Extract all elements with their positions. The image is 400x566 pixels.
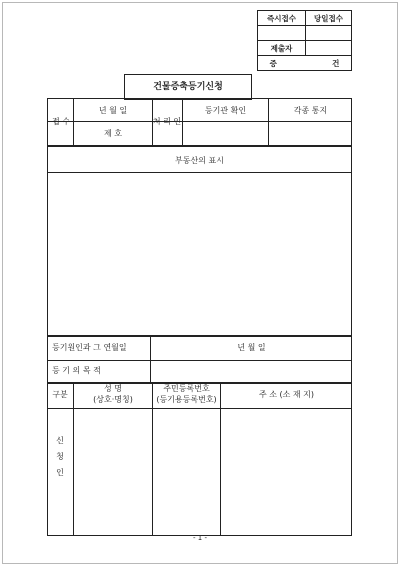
applicant-char-1: 신 xyxy=(56,436,64,445)
division-label: 구분 xyxy=(52,390,68,399)
page-number: - 1 - xyxy=(193,534,207,542)
divider xyxy=(47,121,352,122)
submitter-label: 제출자 xyxy=(258,41,306,56)
name-label: 성 명 xyxy=(104,384,122,393)
evidence-label: 증 xyxy=(269,58,277,68)
date-label: 년 월 일 xyxy=(98,106,128,115)
id-label: 주민등록번호 xyxy=(163,384,210,393)
applicant-char-2: 청 xyxy=(56,452,64,461)
receipt-stamp-table xyxy=(257,10,352,71)
name-sub-label: (상호·명칭) xyxy=(93,395,133,404)
immediate-receipt-label: 즉시접수 xyxy=(258,11,306,26)
registration-purpose-field[interactable] xyxy=(151,361,351,382)
form-title: 건물증축등기신청 xyxy=(124,74,252,100)
property-description-field[interactable] xyxy=(48,173,351,335)
registrar-confirm-label: 등기관 확인 xyxy=(204,106,247,115)
receipt-label: 접 수 xyxy=(52,117,70,126)
id-sub-label: (등기용등록번호) xyxy=(156,395,217,404)
registration-cause-label: 등기원인과 그 연월일 xyxy=(52,343,127,352)
property-heading: 부동산의 표시 xyxy=(175,156,224,165)
same-day-receipt-label: 당일접수 xyxy=(306,11,352,26)
divider xyxy=(47,145,352,147)
applicant-char-3: 인 xyxy=(56,468,64,477)
applicant-address-field[interactable] xyxy=(221,409,351,535)
divider xyxy=(47,335,352,337)
registration-purpose-label: 등 기 의 목 적 xyxy=(52,366,101,375)
submitter-field[interactable] xyxy=(306,41,352,56)
number-label: 제 호 xyxy=(104,129,122,138)
registration-cause-date[interactable]: 년 월 일 xyxy=(237,343,266,352)
evidence-count-row xyxy=(258,56,352,71)
processor-label: 처 리 인 xyxy=(152,117,182,126)
address-label: 주 소 (소 재 지) xyxy=(258,390,315,399)
applicant-id-field[interactable] xyxy=(153,409,220,535)
receipt-empty-cell xyxy=(258,26,306,41)
applicant-name-field[interactable] xyxy=(74,409,152,535)
count-label: 건 xyxy=(332,58,340,68)
notifications-label: 각종 통지 xyxy=(293,106,328,115)
receipt-empty-cell xyxy=(306,26,352,41)
